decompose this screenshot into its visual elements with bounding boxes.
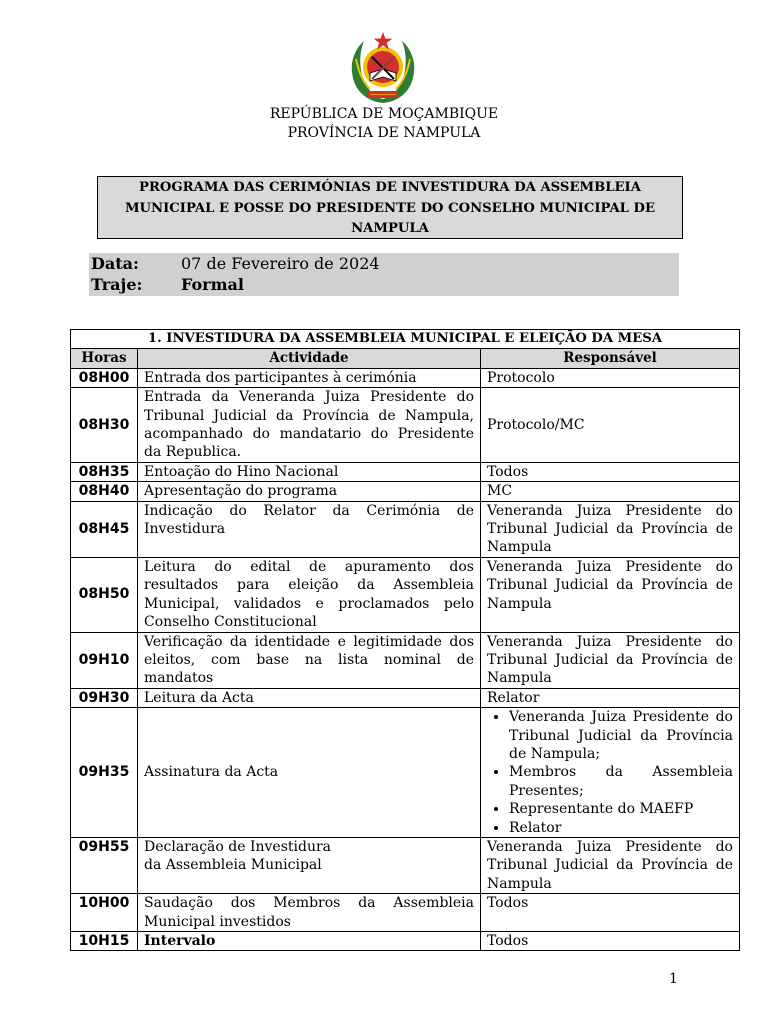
mozambique-coat-of-arms-icon [348, 29, 418, 107]
row-activity: Entrada da Veneranda Juiza Presidente do Tribunal Judicial da Província de Nampula, acompanhado do mandatario do Presidente da Republica. [138, 388, 481, 463]
table-row [71, 932, 740, 951]
table-row [71, 688, 740, 707]
list-item: • Representante do MAEFP [509, 800, 733, 818]
row-activity: Leitura da Acta [138, 688, 481, 707]
table-row [71, 368, 740, 387]
table-row [71, 557, 740, 632]
row-activity: Intervalo [138, 932, 481, 951]
row-activity: Leitura do edital de apuramento dos resultados para eleição da Assembleia Municipal, validados e proclamados pelo Conselho Constitucional [138, 557, 481, 632]
date-label: Data: [91, 254, 139, 273]
column-header-actividade: Actividade [138, 349, 481, 368]
row-activity: Assinatura da Acta [138, 708, 481, 838]
row-time: 10H15 [71, 932, 138, 951]
program-title: PROGRAMA DAS CERIMÓNIAS DE INVESTIDURA DA ASSEMBLEIA MUNICIPAL E POSSE DO PRESIDENTE DO CONSELHO MUNICIPAL DE NAMPULA [97, 176, 683, 239]
row-activity: Saudação dos Membros da Assembleia Municipal investidos [138, 894, 481, 932]
table-row [71, 388, 740, 463]
list-item: • Relator [509, 819, 733, 837]
responsible-list [487, 708, 733, 837]
row-activity: Entoação do Hino Nacional [138, 462, 481, 481]
table-row [71, 462, 740, 481]
row-activity: Entrada dos participantes à cerimónia [138, 368, 481, 387]
column-header-responsavel: Responsável [481, 349, 740, 368]
table-row [71, 837, 740, 893]
row-responsible [481, 708, 740, 838]
list-item: • Veneranda Juiza Presidente do Tribunal Judicial da Província de Nampula; [509, 708, 733, 763]
row-time: 08H45 [71, 501, 138, 557]
table-row [71, 894, 740, 932]
activity-line: Declaração de Investidura [144, 838, 332, 855]
row-time: 09H10 [71, 632, 138, 688]
row-responsible: Protocolo/MC [481, 388, 740, 463]
row-activity [138, 837, 481, 893]
table-row [71, 708, 740, 838]
row-responsible: Veneranda Juiza Presidente do Tribunal Judicial da Província de Nampula [481, 632, 740, 688]
row-time: 10H00 [71, 894, 138, 932]
row-time: 09H55 [71, 837, 138, 893]
row-responsible: MC [481, 482, 740, 501]
row-time: 08H40 [71, 482, 138, 501]
row-responsible: Protocolo [481, 368, 740, 387]
row-responsible: Veneranda Juiza Presidente do Tribunal Judicial da Província de Nampula [481, 557, 740, 632]
row-time: 09H30 [71, 688, 138, 707]
row-activity: Verificação da identidade e legitimidade dos eleitos, com base na lista nominal de mandatos [138, 632, 481, 688]
row-time: 08H35 [71, 462, 138, 481]
row-time: 08H00 [71, 368, 138, 387]
event-info-box [89, 253, 679, 296]
column-header-horas: Horas [71, 349, 138, 368]
dress-value: Formal [181, 275, 244, 294]
row-activity: Indicação do Relator da Cerimónia de Investidura [138, 501, 481, 557]
row-responsible: Todos [481, 462, 740, 481]
row-responsible: Relator [481, 688, 740, 707]
country-name: REPÚBLICA DE MOÇAMBIQUE [269, 106, 499, 122]
program-table [70, 329, 740, 951]
row-time: 09H35 [71, 708, 138, 838]
row-time: 08H30 [71, 388, 138, 463]
row-time: 08H50 [71, 557, 138, 632]
row-responsible: Veneranda Juiza Presidente do Tribunal Judicial da Província de Nampula [481, 501, 740, 557]
date-value: 07 de Fevereiro de 2024 [181, 254, 380, 273]
page-number: 1 [669, 971, 678, 987]
row-responsible: Veneranda Juiza Presidente do Tribunal Judicial da Província de Nampula [481, 837, 740, 893]
list-item: • Membros da Assembleia Presentes; [509, 763, 733, 800]
table-row [71, 632, 740, 688]
activity-line: da Assembleia Municipal [144, 857, 322, 874]
row-activity: Apresentação do programa [138, 482, 481, 501]
table-row [71, 501, 740, 557]
row-responsible: Todos [481, 894, 740, 932]
row-responsible: Todos [481, 932, 740, 951]
dress-label: Traje: [91, 275, 143, 294]
table-row [71, 482, 740, 501]
province-name: PROVÍNCIA DE NAMPULA [287, 125, 481, 141]
section-title: 1. INVESTIDURA DA ASSEMBLEIA MUNICIPAL E ELEIÇÃO DA MESA [71, 330, 740, 349]
